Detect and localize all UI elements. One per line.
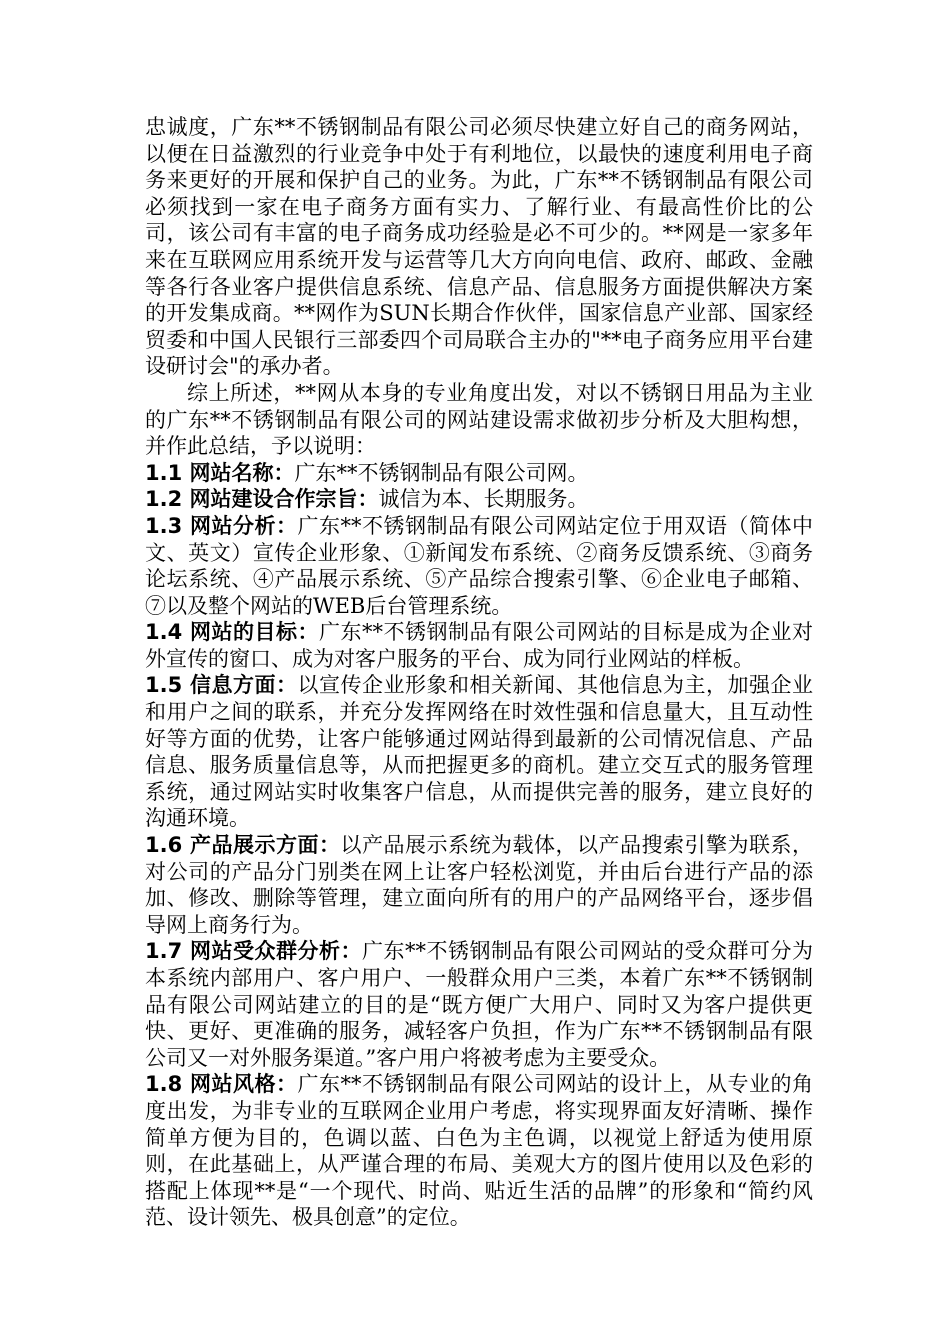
section-title: 1.6 产品展示方面： xyxy=(145,833,341,858)
section-body: 广东**不锈钢制品有限公司网站的受众群可分为本系统内部用户、客户用户、一般群众用户三类，本着广东**不锈钢制品有限公司网站建立的目的是“既方便广大用户、同时又为客户提供更快、更好、更准确的服务，减轻客户负担，作为广东**不锈钢制品有限公司又一对外服务渠道。”客户用户将被考虑为主要受众。 xyxy=(145,939,814,1070)
document-page xyxy=(145,114,813,1231)
section-1-2 xyxy=(145,486,813,513)
section-body: 广东**不锈钢制品有限公司网站的设计上，从专业的角度出发，为非专业的互联网企业用户考虑，将实现界面友好清晰、操作简单方便为目的，色调以蓝、白色为主色调，以视觉上舒适为使用原则，在此基础上，从严谨合理的布局、美观大方的图片使用以及色彩的搭配上体现**是“一个现代、时尚、贴近生活的品牌”的形象和“简约风范、设计领先、极具创意”的定位。 xyxy=(145,1072,814,1230)
section-1-3 xyxy=(145,513,813,619)
section-title: 1.4 网站的目标： xyxy=(145,620,320,645)
summary-paragraph: 综上所述，**网从本身的专业角度出发，对以不锈钢日用品为主业的广东**不锈钢制品有限公司的网站建设需求做初步分析及大胆构想，并作此总结，予以说明： xyxy=(145,380,813,459)
section-body: 广东**不锈钢制品有限公司网站定位于用双语（简体中文、英文）宣传企业形象、①新闻发布系统、②商务反馈系统、③商务论坛系统、④产品展示系统、⑤产品综合搜索引擎、⑥企业电子邮箱、⑦以及整个网站的WEB后台管理系统。 xyxy=(145,513,814,618)
section-1-6 xyxy=(145,832,813,938)
intro-paragraph: 忠诚度，广东**不锈钢制品有限公司必须尽快建立好自己的商务网站，以便在日益激烈的行业竞争中处于有利地位，以最快的速度利用电子商务来更好的开展和保护自己的业务。为此，广东**不锈钢制品有限公司必须找到一家在电子商务方面有实力、了解行业、有最高性价比的公司，该公司有丰富的电子商务成功经验是必不可少的。**网是一家多年来在互联网应用系统开发与运营等几大方向向电信、政府、邮政、金融等各行各业客户提供信息系统、信息产品、信息服务方面提供解决方案的开发集成商。**网作为SUN长期合作伙伴，国家信息产业部、国家经贸委和中国人民银行三部委四个司局联合主办的"**电子商务应用平台建设研讨会"的承办者。 xyxy=(145,115,813,379)
section-title: 1.1 网站名称： xyxy=(145,460,295,485)
section-1-1 xyxy=(145,460,813,487)
section-1-5 xyxy=(145,672,813,832)
section-body: 广东**不锈钢制品有限公司网站的目标是成为企业对外宣传的窗口、成为对客户服务的平台、成为同行业网站的样板。 xyxy=(145,620,814,671)
section-title: 1.8 网站风格： xyxy=(145,1072,298,1097)
section-1-7 xyxy=(145,938,813,1071)
section-title: 1.3 网站分析： xyxy=(145,513,298,538)
section-title: 1.2 网站建设合作宗旨： xyxy=(145,487,379,512)
section-1-8 xyxy=(145,1071,813,1231)
section-body: 以宣传企业形象和相关新闻、其他信息为主，加强企业和用户之间的联系，并充分发挥网络在时效性强和信息量大，且互动性好等方面的优势，让客户能够通过网站得到最新的公司情况信息、产品信息、服务质量信息等，从而把握更多的商机。建立交互式的服务管理系统，通过网站实时收集客户信息，从而提供完善的服务，建立良好的沟通环境。 xyxy=(145,673,814,831)
section-body: 诚信为本、长期服务。 xyxy=(378,487,589,512)
section-1-4 xyxy=(145,619,813,672)
section-title: 1.7 网站受众群分析： xyxy=(145,939,363,964)
section-body: 广东**不锈钢制品有限公司网。 xyxy=(294,460,589,485)
section-body: 以产品展示系统为载体，以产品搜索引擎为联系，对公司的产品分门别类在网上让客户轻松浏览，并由后台进行产品的添加、修改、删除等管理，建立面向所有的用户的产品网络平台，逐步倡导网上商务行为。 xyxy=(145,833,814,937)
section-title: 1.5 信息方面： xyxy=(145,673,298,698)
